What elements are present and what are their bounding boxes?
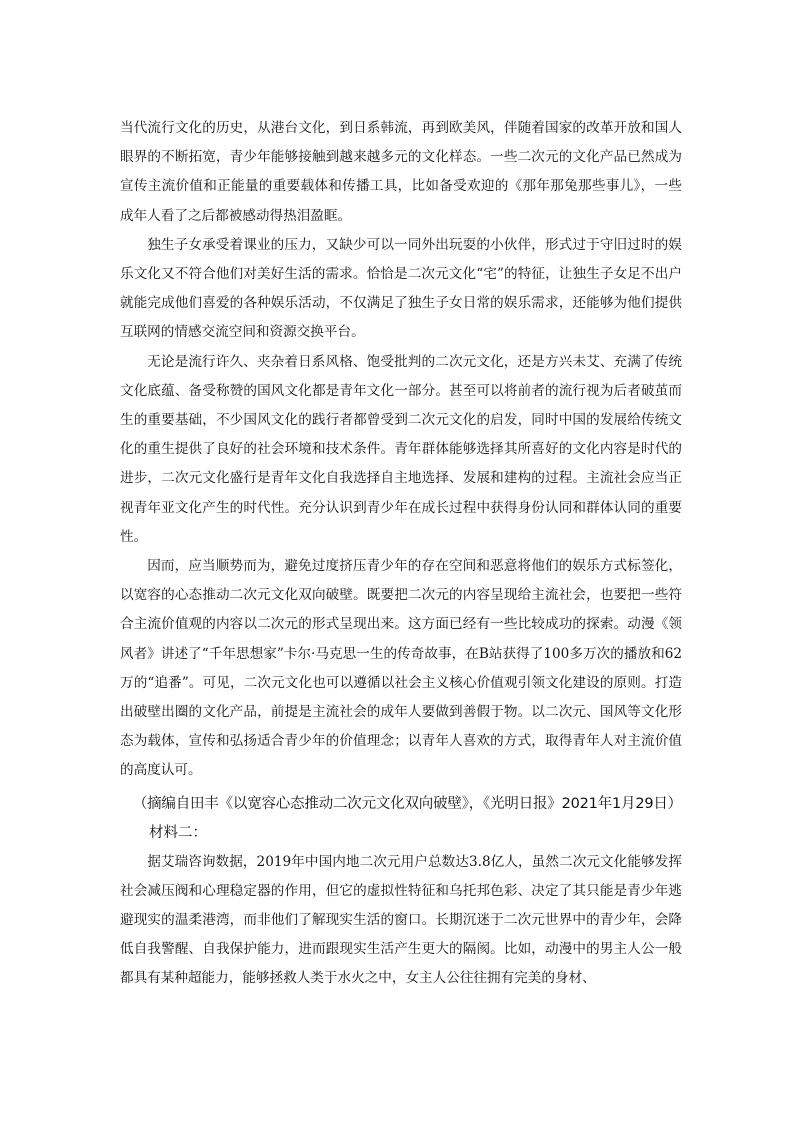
document-body: [120, 114, 682, 994]
paragraph-4: 因而，应当顺势而为，避免过度挤压青少年的存在空间和恶意将他们的娱乐方式标签化，以宽容的心态推动二次元文化双向破壁。既要把二次元的内容呈现给主流社会，也要把一些符合主流价值观的内容以二次元的形式呈现出来。这方面已经有一些比较成功的探索。动漫《领风者》讲述了“千年思想家”卡尔·马克思一生的传奇故事，在B站获得了100多万次的播放和62万的“追番”。可见，二次元文化也可以遵循以社会主义核心价值观引领文化建设的原则。打造出破壁出圈的文化产品，前提是主流社会的成年人要做到善假于物。以二次元、国风等文化形态为载体，宣传和弘扬适合青少年的价值理念；以青年人喜欢的方式，取得青年人对主流价值的高度认可。: [120, 558, 682, 779]
section-heading: 材料二：: [149, 824, 207, 841]
source-citation: （摘编自田丰《以宽容心态推动二次元文化双向破壁》，《光明日报》2021年1月29日）: [132, 795, 682, 812]
paragraph-2: 独生子女承受着课业的压力，又缺少可以一同外出玩耍的小伙伴，形式过于守旧过时的娱乐文化又不符合他们对美好生活的需求。恰恰是二次元文化“宅”的特征，让独生子女足不出户就能完成他们喜爱的各种娱乐活动，不仅满足了独生子女日常的娱乐需求，还能够为他们提供互联网的情感交流空间和资源交换平台。: [120, 236, 682, 341]
paragraph-1: 当代流行文化的历史，从港台文化，到日系韩流，再到欧美风，伴随着国家的改革开放和国人眼界的不断拓宽，青少年能够接触到越来越多元的文化样态。一些二次元的文化产品已然成为宣传主流价值和正能量的重要载体和传播工具，比如备受欢迎的《那年那兔那些事儿》，一些成年人看了之后都被感动得热泪盈眶。: [120, 120, 682, 224]
paragraph-material-two: 据艾瑞咨询数据，2019年中国内地二次元用户总数达3.8亿人，虽然二次元文化能够发挥社会减压阀和心理稳定器的作用，但它的虚拟性特征和乌托邦色彩、决定了其只能是青少年逃避现实的温柔港湾，而非他们了解现实生活的窗口。长期沉迷于二次元世界中的青少年，会降低自我警醒、自我保护能力，进而跟现实生活产生更大的隔阂。比如，动漫中的男主人公一般都具有某种超能力，能够拯救人类于水火之中，女主人公往往拥有完美的身材、: [120, 853, 682, 987]
paragraph-3: 无论是流行许久、夹杂着日系风格、饱受批判的二次元文化，还是方兴未艾、充满了传统文化底蕴、备受称赞的国风文化都是青年文化一部分。甚至可以将前者的流行视为后者破茧而生的重要基础，不少国风文化的践行者都曾受到二次元文化的启发，同时中国的发展给传统文化的重生提供了良好的社会环境和技术条件。青年群体能够选择其所喜好的文化内容是时代的进步，二次元文化盛行是青年文化自我选择自主地选择、发展和建构的过程。主流社会应当正视青年亚文化产生的时代性。充分认识到青少年在成长过程中获得身份认同和群体认同的重要性。: [120, 353, 682, 545]
